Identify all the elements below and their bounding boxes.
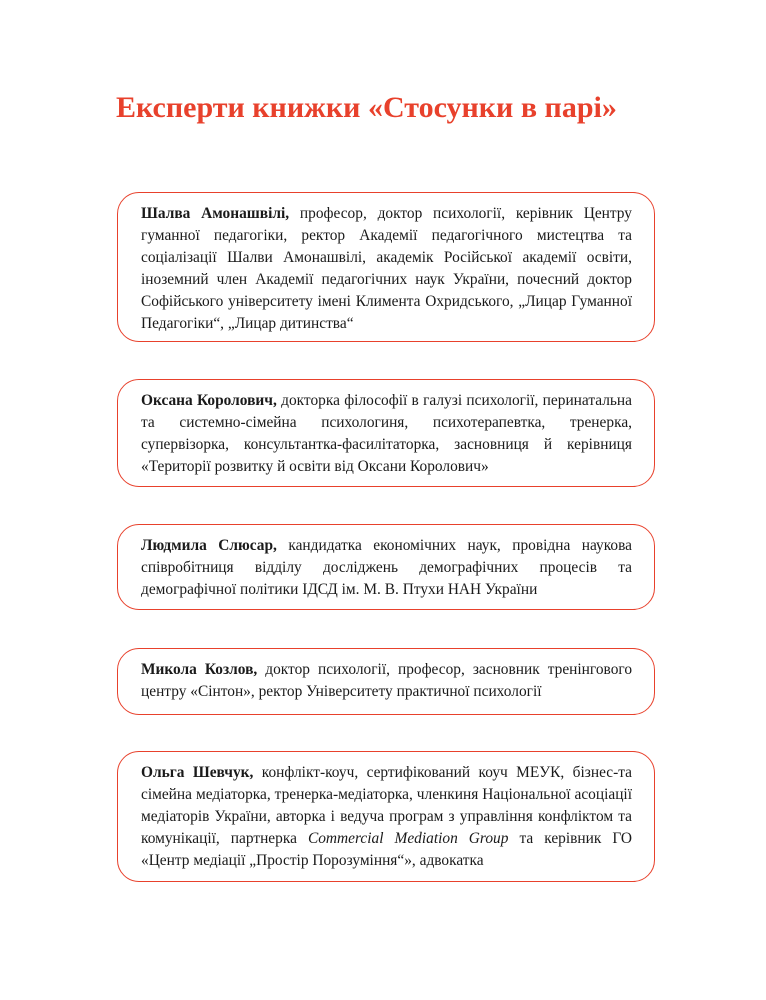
expert-card-amonashvili	[117, 192, 655, 342]
expert-name: Шалва Амонашвілі,	[141, 205, 290, 222]
expert-description: доктор психології, професор, засновник тренінгового центру «Сінтон», ректор Університету практичної психології	[141, 661, 633, 700]
expert-name: Оксана Королович,	[141, 392, 277, 409]
expert-description-end: та керівник ГО «Центр медіації „Простір Порозуміння“», адвокатка	[141, 830, 633, 869]
expert-description: професор, доктор психології, керівник Центру гуманної педагогіки, ректор Академії педагогічного мистецтва та соціалізації Шалви Амонашвілі, академік Російської академії освіти, іноземний член Академії педагогічних наук України, почесний доктор Софійського університету імені Климента Охридського, „Лицар Гуманної Педагогіки“, „Лицар дитинства“	[141, 205, 632, 332]
expert-name: Людмила Слюсар,	[141, 537, 277, 554]
expert-card-shevchuk	[117, 751, 655, 882]
page-title: Експерти книжки «Стосунки в парі»	[116, 91, 617, 124]
expert-name: Микола Козлов,	[141, 661, 258, 678]
expert-description: кандидатка економічних наук, провідна наукова співробітниця відділу досліджень демографічних процесів та демографічної політики ІДСД ім. М. В. Птухи НАН України	[141, 537, 633, 598]
expert-card-sliusar	[117, 524, 655, 610]
expert-card-korolovych	[117, 379, 655, 487]
company-name: Commercial Mediation Group	[307, 830, 509, 847]
expert-card-kozlov	[117, 648, 655, 715]
expert-name: Ольга Шевчук,	[141, 764, 254, 781]
expert-description: докторка філософії в галузі психології, перинатальна та системно-сімейна психологиня, психотерапевтка, тренерка, супервізорка, консультантка-фасилітаторка, засновниця й керівниця «Території розвитку й освіти від Оксани Королович»	[141, 392, 632, 475]
expert-description: конфлікт-коуч, сертифікований коуч МЕУК, бізнес-та сімейна медіаторка, тренерка-медіаторка, членкиня Національної асоціації медіаторів України, авторка і ведуча програм з управління конфліктом та комунікації, партнерка	[141, 764, 632, 847]
